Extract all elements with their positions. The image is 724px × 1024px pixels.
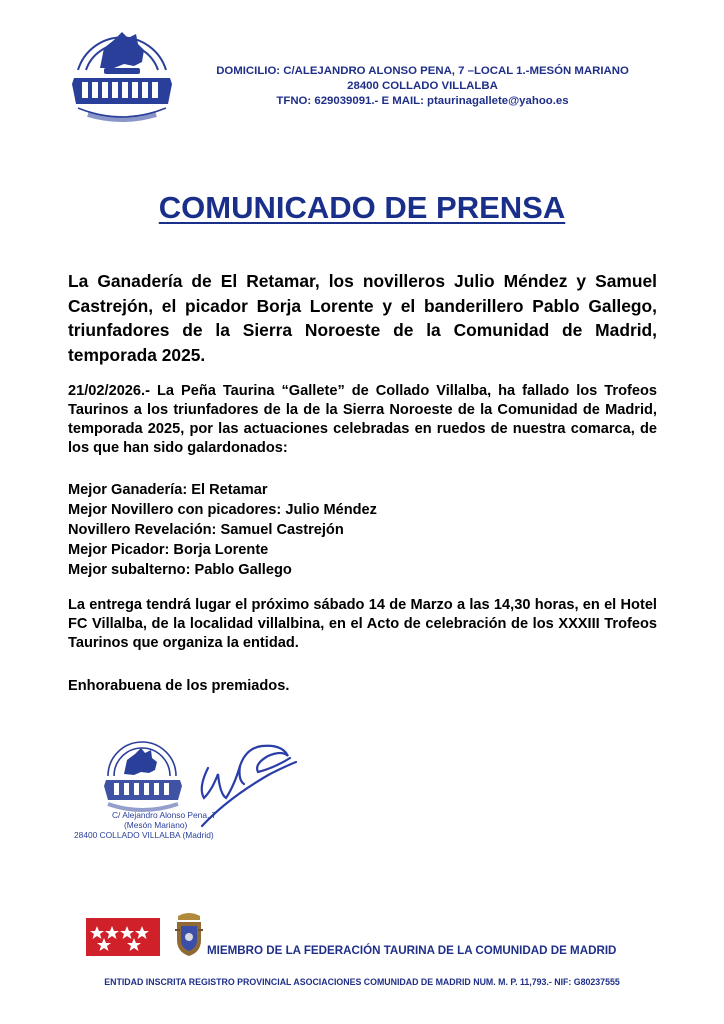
awards-list xyxy=(68,480,568,580)
madrid-flag-icon xyxy=(86,918,160,956)
award-item: Mejor Ganadería: El Retamar xyxy=(68,482,268,498)
bull-emblem-icon xyxy=(64,10,180,122)
registry-footer: ENTIDAD INSCRITA REGISTRO PROVINCIAL ASOCIACIONES COMUNIDAD DE MADRID NUM. M. P. 11,793.- NIF: G80237555 xyxy=(104,977,620,987)
header-address-block xyxy=(190,64,655,109)
pena-taurina-logo xyxy=(64,10,180,122)
stamp-line-3: 28400 COLLADO VILLALBA (Madrid) xyxy=(74,830,214,840)
body-paragraph-closing: Enhorabuena de los premiados. xyxy=(68,678,290,694)
body-paragraph-intro: 21/02/2026.- La Peña Taurina “Gallete” de Collado Villalba, ha fallado los Trofeos Taurinos a los triunfadores de la de la Sierra Noroeste de la Comunidad de Madrid, temporada 2025, por las actuaciones celebradas en ruedos de nuestra comarca, de los que han sido galardonados: xyxy=(68,383,657,456)
federation-shield xyxy=(172,910,206,958)
award-item: Mejor subalterno: Pablo Gallego xyxy=(68,562,292,578)
signature-icon xyxy=(178,728,308,838)
header-city: 28400 COLLADO VILLALBA xyxy=(347,80,498,92)
award-item: Mejor Picador: Borja Lorente xyxy=(68,542,269,558)
stamp-line-2: (Mesón Mariano) xyxy=(124,820,188,830)
header-address: DOMICILIO: C/ALEJANDRO ALONSO PENA, 7 –LOCAL 1.-MESÓN MARIANO xyxy=(216,65,629,77)
award-item: Novillero Revelación: Samuel Castrejón xyxy=(68,522,344,538)
federation-membership: MIEMBRO DE LA FEDERACIÓN TAURINA DE LA COMUNIDAD DE MADRID xyxy=(207,944,617,957)
crest-shield-icon xyxy=(172,910,206,958)
stamp-line-1: C/ Alejandro Alonso Pena, 7 xyxy=(112,810,217,820)
lead-paragraph: La Ganadería de El Retamar, los novilleros Julio Méndez y Samuel Castrejón, el picador Borja Lorente y el banderillero Pablo Gallego, triunfadores de la Sierra Noroeste de la Comunidad de Madrid, temporada 2025. xyxy=(68,271,657,365)
body-paragraph-ceremony: La entrega tendrá lugar el próximo sábado 14 de Marzo a las 14,30 horas, en el Hotel FC Villalba, de la localidad villalbina, en el Acto de celebración de los XXXIII Trofeos Taurinos que organiza la entidad. xyxy=(68,597,657,651)
comunidad-madrid-flag xyxy=(86,918,160,956)
award-item: Mejor Novillero con picadores: Julio Méndez xyxy=(68,502,377,518)
page-title: COMUNICADO DE PRENSA xyxy=(158,190,566,225)
header-contact: TFNO: 629039091.- E MAIL: ptaurinagallete@yahoo.es xyxy=(276,95,569,107)
handwritten-signature xyxy=(178,728,308,838)
